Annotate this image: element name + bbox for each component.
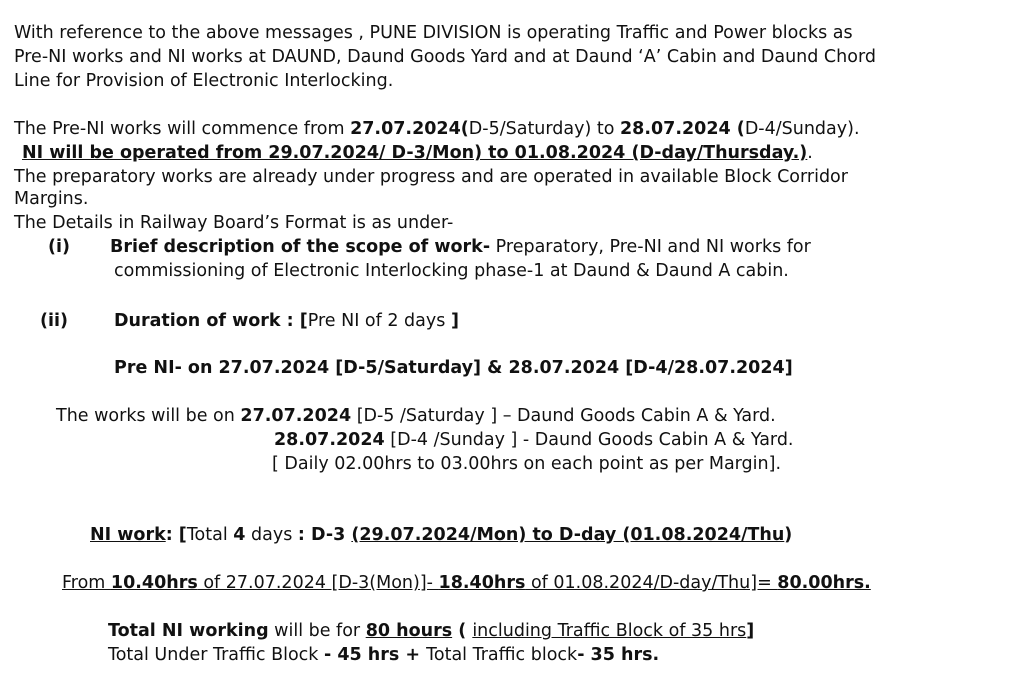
item-ii-number: (ii) xyxy=(40,311,68,331)
under-hours: - 45 hrs xyxy=(324,645,400,665)
from-total: 80.00hrs. xyxy=(777,573,871,593)
ni-work-label: NI work xyxy=(90,525,166,545)
works-line-3: [ Daily 02.00hrs to 03.00hrs on each point as per Margin]. xyxy=(272,454,782,474)
preni-text-a: The Pre-NI works will commence from xyxy=(14,119,351,139)
ni-work-total: Total xyxy=(186,525,234,545)
under-a: Total Under Traffic Block xyxy=(108,645,324,665)
item-i-number: (i) xyxy=(48,237,70,257)
from-a: From xyxy=(62,573,111,593)
works-date-1: 27.07.2024 xyxy=(240,406,352,426)
preni-commence-line xyxy=(14,118,860,140)
ni-operated-text: NI will be operated from 29.07.2024/ D-3/Mon) to 01.08.2024 (D-day/Thursday.) xyxy=(22,143,808,163)
works-date-2: 28.07.2024 xyxy=(274,430,385,450)
item-ii-desc xyxy=(114,310,459,332)
item-i-text-1: Preparatory, Pre-NI and NI works for xyxy=(490,237,811,257)
item-ii-text-2: ] xyxy=(450,311,459,331)
total-d: ( xyxy=(452,621,473,641)
preni-start-date: 27.07.2024( xyxy=(350,119,469,139)
item-i-desc xyxy=(110,236,811,258)
total-b: will be for xyxy=(268,621,366,641)
ni-work-range: (29.07.2024/Mon) to D-day (01.08.2024/Thu xyxy=(351,525,785,545)
item-ii-number-wrap xyxy=(40,310,68,332)
works-lead: The works will be on xyxy=(56,406,241,426)
prep-line-2: Margins. xyxy=(14,189,89,209)
intro-line-1: With reference to the above messages , PUNE DIVISION is operating Traffic and Power blocks as xyxy=(14,23,853,43)
ni-operated-line xyxy=(22,142,813,164)
item-ii-heading: Duration of work : [ xyxy=(114,311,308,331)
from-c: of 27.07.2024 [D-3(Mon)]- xyxy=(197,573,439,593)
total-f: ] xyxy=(746,621,755,641)
preni-dates-line: Pre NI- on 27.07.2024 [D-5/Saturday] & 28.07.2024 [D-4/28.07.2024] xyxy=(114,358,793,378)
from-end-time: 18.40hrs xyxy=(438,573,526,593)
under-line xyxy=(108,644,659,666)
ni-operated-tail: . xyxy=(807,143,813,163)
ni-work-days: days xyxy=(245,525,298,545)
ni-work-four: 4 xyxy=(233,525,246,545)
under-d: Total Traffic block xyxy=(426,645,578,665)
from-line xyxy=(62,572,871,594)
works-line-2 xyxy=(274,429,794,451)
from-start-time: 10.40hrs xyxy=(110,573,198,593)
preni-end-date: 28.07.2024 ( xyxy=(620,119,745,139)
intro-line-2: Pre-NI works and NI works at DAUND, Daund Goods Yard and at Daund ‘A’ Cabin and Daund Chord xyxy=(14,47,876,67)
from-e: of 01.08.2024/D-day/Thu]= xyxy=(525,573,778,593)
prep-line-1: The preparatory works are already under progress and are operated in available Block Corridor xyxy=(14,167,848,187)
total-line xyxy=(108,620,754,642)
total-including: including Traffic Block of 35 hrs xyxy=(472,621,747,641)
ni-work-d3: : D-3 xyxy=(297,525,352,545)
works-rest-2: [D-4 /Sunday ] - Daund Goods Cabin A & Yard. xyxy=(384,430,794,450)
under-plus: + xyxy=(399,645,427,665)
total-hours: 80 hours xyxy=(365,621,453,641)
item-ii-text-1: Pre NI of 2 days xyxy=(307,311,451,331)
item-i-text-2: commissioning of Electronic Interlocking phase-1 at Daund & Daund A cabin. xyxy=(114,261,789,281)
preni-text-c: D-5/Saturday) to xyxy=(468,119,620,139)
works-rest-1: [D-5 /Saturday ] – Daund Goods Cabin A & Yard. xyxy=(351,406,776,426)
details-line: The Details in Railway Board’s Format is as under- xyxy=(14,213,454,233)
works-line-1 xyxy=(56,405,776,427)
preni-text-e: D-4/Sunday). xyxy=(744,119,860,139)
ni-work-colon: : [ xyxy=(165,525,187,545)
ni-work-close: ) xyxy=(784,525,793,545)
total-a: Total NI working xyxy=(108,621,269,641)
item-i-line-1 xyxy=(48,236,70,258)
ni-work-line xyxy=(90,524,792,546)
item-i-heading: Brief description of the scope of work- xyxy=(110,237,491,257)
intro-line-3: Line for Provision of Electronic Interlocking. xyxy=(14,71,394,91)
under-traffic-hours: - 35 hrs. xyxy=(577,645,660,665)
